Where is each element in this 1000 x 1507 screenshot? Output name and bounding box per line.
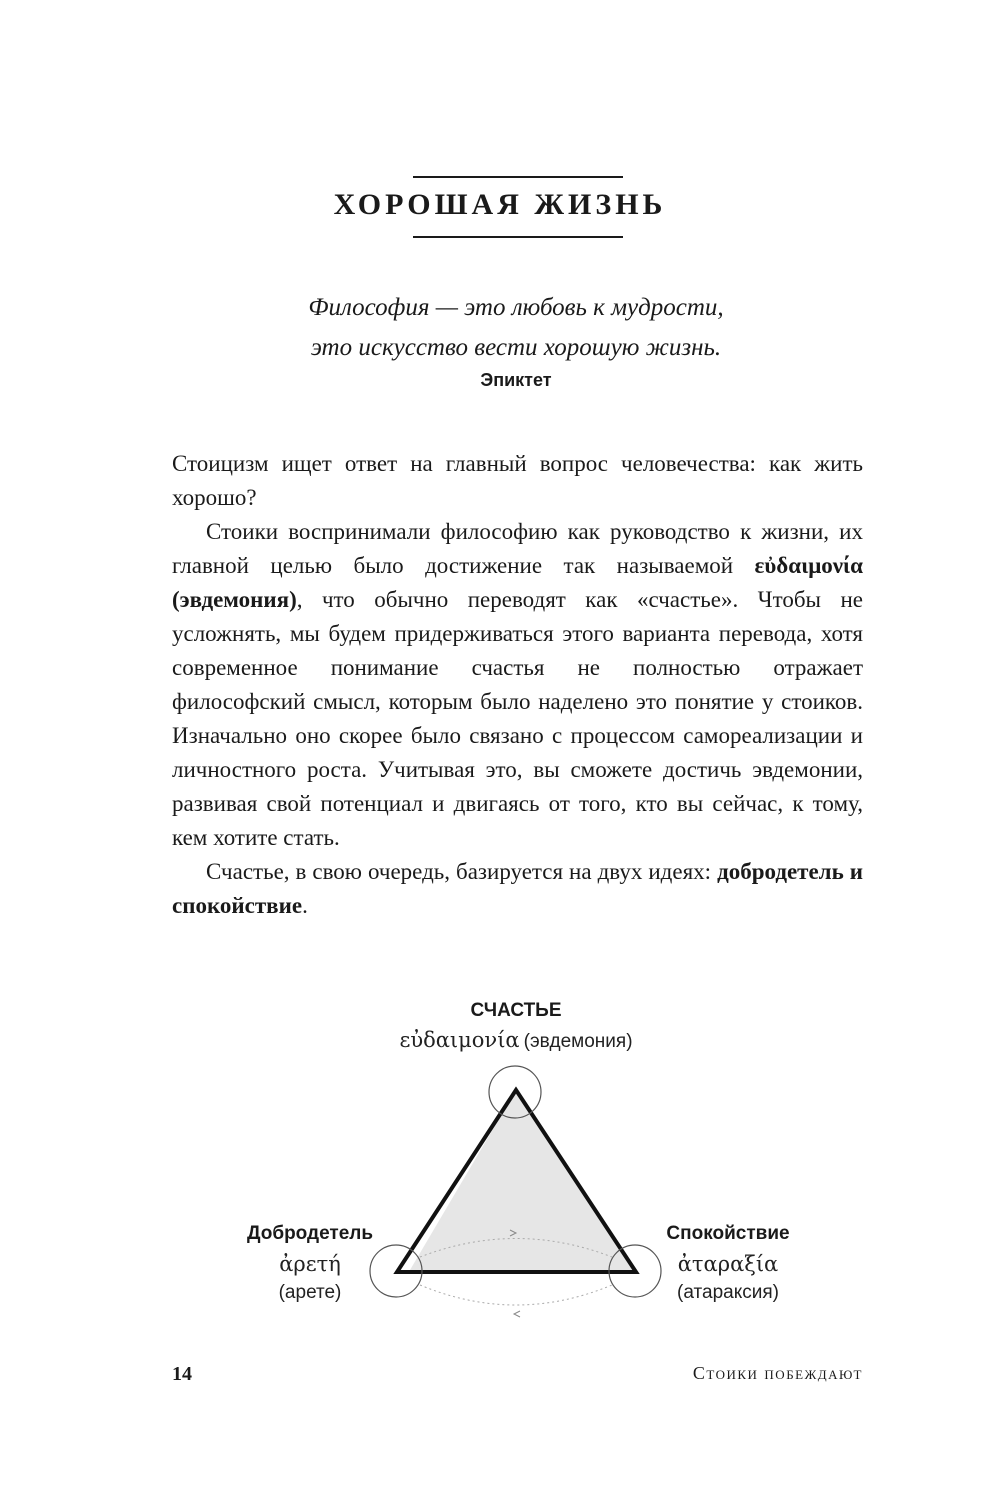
left-node-greek: ἀρετή — [279, 1252, 341, 1276]
eudaimonia-term: εὐδαιμονία (эвдемония) — [172, 553, 863, 612]
top-node-label: СЧАСТЬЕ — [470, 1000, 562, 1021]
epigraph-line-1: Философия — это любовь к мудрости, — [308, 294, 724, 321]
epigraph — [0, 288, 1000, 368]
right-node-translit: (атараксия) — [677, 1282, 779, 1303]
right-node-greek: ἀταραξία — [677, 1252, 779, 1276]
right-node-label: Спокойствие — [666, 1223, 790, 1244]
page-number: 14 — [172, 1363, 192, 1385]
left-node-label: Добродетель — [246, 1223, 374, 1244]
top-node-translit: (эвдемония) — [523, 1031, 633, 1052]
body-text — [172, 447, 863, 923]
virtue-calm-term: добродетель и спокойствие — [172, 859, 863, 918]
running-head: Стоики побеждают — [692, 1363, 863, 1383]
paragraph-3: Счастье, в свою очередь, базируется на двух идеях: добродетель и спокойствие. — [172, 859, 863, 918]
title-rule-top — [413, 176, 623, 178]
title-rule-bottom — [413, 236, 623, 238]
lower-orbit-arc — [420, 1285, 612, 1305]
paragraph-1: Стоицизм ищет ответ на главный вопрос человечества: как жить хорошо? — [172, 451, 863, 510]
top-node-greek: εὐδαιμονία — [399, 1028, 520, 1052]
chapter-title: ХОРОШАЯ ЖИЗНЬ — [333, 188, 667, 221]
lower-arrow-head — [514, 1311, 520, 1317]
epigraph-line-2: это искусство вести хорошую жизнь. — [310, 334, 722, 361]
happiness-triangle-diagram — [0, 980, 1000, 1340]
epigraph-author: Эпиктет — [480, 370, 552, 390]
top-node-subtitle — [316, 1028, 716, 1053]
paragraph-2: Стоики воспринимали философию как руководство к жизни, их главной целью было достижение так называемой εὐδαιμονία (эвдемония), что обычно переводят как «счастье». Чтобы не усложнять, мы будем придерживаться этого варианта перевода, хотя современное понимание счастья не полностью отражает философский смысл, которым было наделено это понятие у стоиков. Изначально оно скорее было связано с процессом самореализации и личностного роста. Учитывая это, вы сможете достичь эвдемонии, развивая свой потенциал и двигаясь от того, кто вы сейчас, к тому, кем хотите стать. — [172, 519, 863, 850]
left-node-translit: (арете) — [278, 1282, 342, 1303]
